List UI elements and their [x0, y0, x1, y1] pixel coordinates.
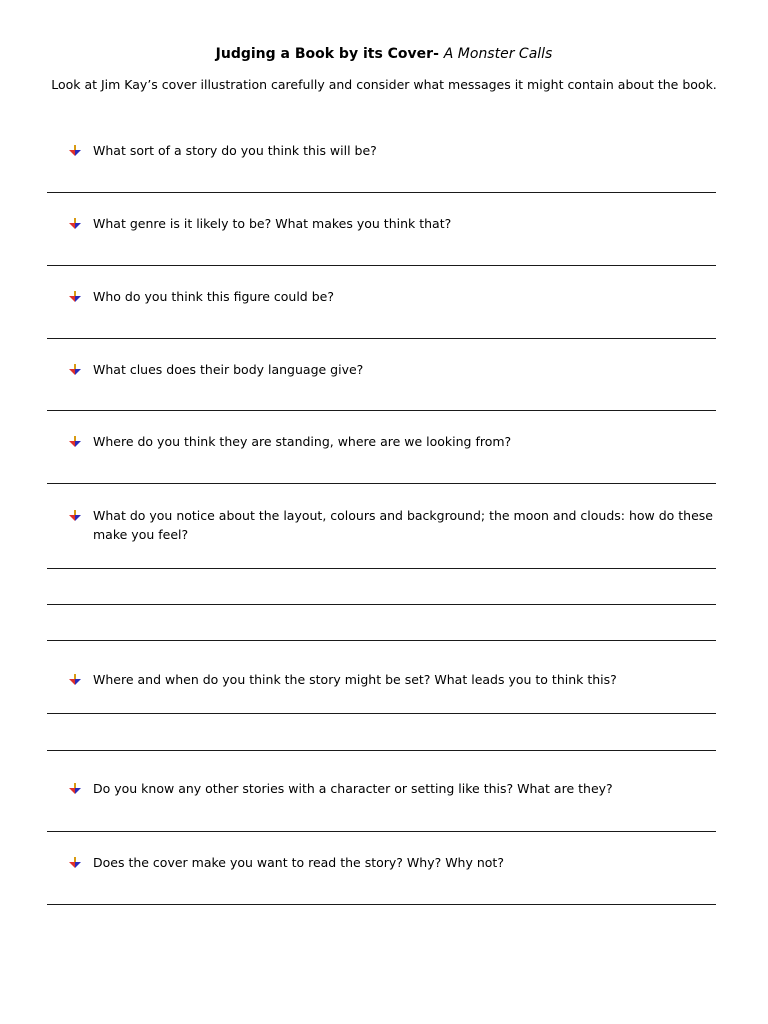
worksheet-title	[0, 45, 768, 63]
question-4: What clues does their body language give?	[93, 362, 364, 377]
title-main: Judging a Book by its Cover-	[215, 46, 439, 62]
intro-instructions: Look at Jim Kay’s cover illustration carefully and consider what messages it might contain about the book.	[51, 77, 717, 92]
answer-line[interactable]	[47, 192, 716, 193]
answer-line[interactable]	[47, 831, 716, 832]
arrow-down-bullet-icon	[69, 145, 81, 157]
answer-line[interactable]	[47, 713, 716, 714]
answer-line[interactable]	[47, 410, 716, 411]
question-3: Who do you think this figure could be?	[93, 289, 334, 304]
answer-line[interactable]	[47, 604, 716, 605]
question-8: Do you know any other stories with a character or setting like this? What are they?	[93, 781, 613, 796]
arrow-down-bullet-icon	[69, 857, 81, 869]
answer-line[interactable]	[47, 483, 716, 484]
arrow-down-bullet-icon	[69, 436, 81, 448]
answer-line[interactable]	[47, 904, 716, 905]
arrow-down-bullet-icon	[69, 510, 81, 522]
answer-line[interactable]	[47, 750, 716, 751]
arrow-down-bullet-icon	[69, 364, 81, 376]
question-5: Where do you think they are standing, where are we looking from?	[93, 434, 512, 449]
answer-line[interactable]	[47, 265, 716, 266]
question-9: Does the cover make you want to read the story? Why? Why not?	[93, 855, 504, 870]
question-1: What sort of a story do you think this will be?	[93, 143, 377, 158]
title-book-name: A Monster Calls	[443, 46, 553, 62]
answer-line[interactable]	[47, 338, 716, 339]
answer-line[interactable]	[47, 640, 716, 641]
arrow-down-bullet-icon	[69, 291, 81, 303]
answer-line[interactable]	[47, 568, 716, 569]
question-2: What genre is it likely to be? What makes you think that?	[93, 216, 452, 231]
question-7: Where and when do you think the story might be set? What leads you to think this?	[93, 672, 617, 687]
arrow-down-bullet-icon	[69, 674, 81, 686]
arrow-down-bullet-icon	[69, 783, 81, 795]
question-6: What do you notice about the layout, colours and background; the moon and clouds: how do these make you feel?	[93, 508, 713, 542]
arrow-down-bullet-icon	[69, 218, 81, 230]
